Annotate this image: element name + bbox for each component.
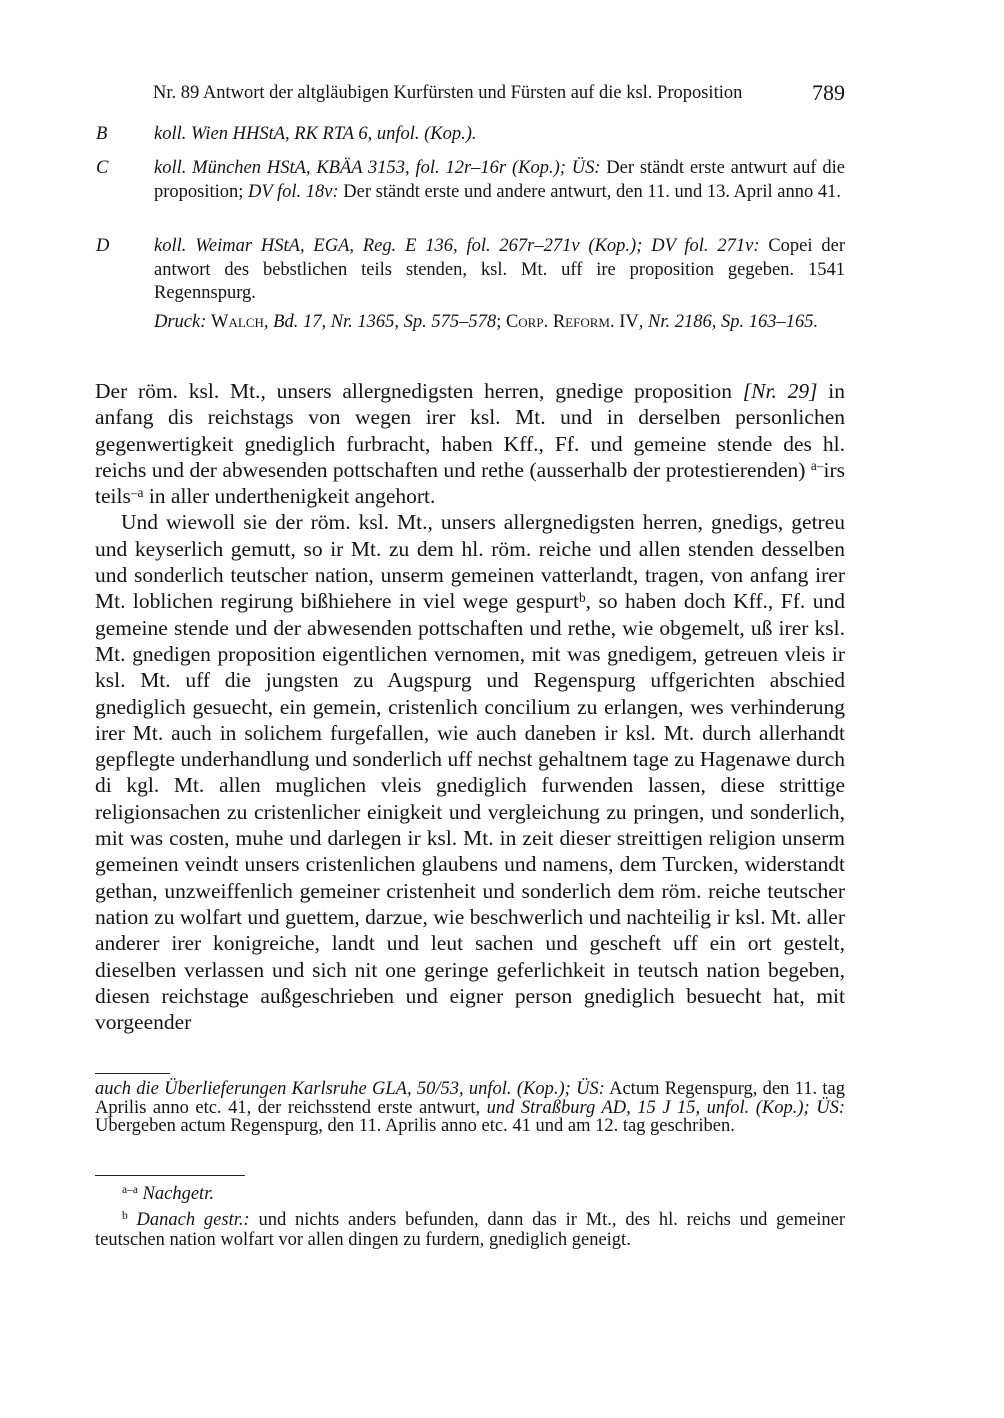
print-references: Druck: Walch, Bd. 17, Nr. 1365, Sp. 575–578; Corp. Reform. IV, Nr. 2186, Sp. 163–165. [154,312,819,332]
source-siglum: D [96,236,110,256]
footnote-a: $^{a-a}$ Nachgetr. [122,1184,214,1204]
source-siglum: C [96,158,109,178]
source-entry-b [96,123,845,147]
footnote-marker: b [122,1210,128,1223]
page-number: 789 [812,80,845,105]
footnote-marker: a– [810,458,824,474]
footnote-marker: b [578,589,586,605]
source-text: koll. München HStA, KBÄA 3153, fol. 12r–16r (Kop.); ÜS: Der ständt erste antwurt auf die proposition; DV fol. 18v: Der ständt erste und andere antwurt, den 11. und 13. April anno 41. [154,158,845,202]
source-text: koll. Weimar HStA, EGA, Reg. E 136, fol. 267r–271v (Kop.); DV fol. 271v: Copei der antwort des bebstlichen teils stenden, ksl. Mt. uff ire proposition gegeben. 1541 Regennspurg. [154,236,845,303]
footnote-b: $^b$ Danach gestr.: und nichts anders befunden, dann das ir Mt., des hl. reichs und gemeiner teutschen nation wolfart vor allen dingen zu furdern, gnediglich geneigt. [95,1210,846,1250]
running-header [153,80,845,110]
footnote-continuation: auch die Überlieferungen Karlsruhe GLA, 50/53, unfol. (Kop.); ÜS: Actum Regenspurg, den 11. tag Aprilis anno etc. 41, der reichsstend erste antwurt, und Straßburg AD, 15 J 15, unfol. (Kop.); ÜS: Ubergeben actum Regenspurg, den 11. Aprilis anno etc. 41 und am 12. tag geschriben. [95,1079,845,1136]
source-entry-d [96,235,845,306]
source-entry-c [96,157,845,204]
footnote-marker: a–a [122,1184,138,1197]
footnote-marker: –a [130,484,144,500]
source-siglum: B [96,124,108,144]
main-text [95,378,845,1035]
apparatus-divider [95,1175,245,1176]
source-text: koll. Wien HHStA, RK RTA 6, unfol. (Kop.). [154,124,477,144]
paragraph-2: Und wiewoll sie der röm. ksl. Mt., unsers allergnedigsten herren, gnedigs, getreu und keyserlich gemutt, so ir Mt. zu dem hl. röm. reiche und allen stenden desselben und sonderlich teutscher nation, unserm gemeinen vatterlandt, tragen, von anfang irer Mt. loblichen regirung bißhiehere in viel wege gespurt$^b$, so haben doch Kff., Ff. und gemeine stende und der abwesenden pottschaften und rethe, wie obgemelt, uß irer ksl. Mt. gnedigen proposition eigentlichen vernomen, mit was gnedigem, getreuen vleis ir ksl. Mt. uff die jungsten zu Augspurg und Regenspurg uffgerichten abschied gnediglich gesuecht, ein gemein, cristenlich concilium zu erlangen, wes verhinderung irer Mt. auch in solichem furgefallen, wie auch daneben ir ksl. Mt. durch allerhandt gepflegte underhandlung und sonderlich uff nechst gehaltnem tage zu Hagenawe durch di kgl. Mt. allen muglichen vleis gnediglich furwenden lassen, diese strittige religionsachen zu cristenlicher einigkeit und vergleichung zu pringen, und sonderlich, mit was costen, muhe und darlegen ir ksl. Mt. in zeit dieser streittigen religion unserm gemeinen veindt unsers cristenlichen glaubens und namens, dem Turcken, widerstandt gethan, unzweiffenlich gemeiner cristenheit und sonderlich dem röm. reiche teutscher nation zu wolfart und guettem, darzue, wie beschwerlich und nachteilig ir ksl. Mt. aller anderer irer konigreiche, landt und leut sachen und gescheft uff ein ort gestelt, dieselben verlassen und sich nit one geringe geferlichkeit in teutsch nation begeben, diesen reichstage außgeschrieben und eigner person gnediglich besuecht hat, mit vorgeender [95,510,845,1035]
running-title: Nr. 89 Antwort der altgläubigen Kurfürsten und Fürsten auf die ksl. Proposition [153,83,743,103]
footnote-divider [95,1073,170,1074]
paragraph-1: Der röm. ksl. Mt., unsers allergnedigsten herren, gnedige proposition [Nr. 29] in anfang dis reichstags von wegen irer ksl. Mt. und in derselben personlichen gegenwertigkeit gnediglich furbracht, haben Kff., Ff. und gemeine stende des hl. reichs und der abwesenden pottschaften und rethe (ausserhalb der protestierenden) $^{a-}$irs teils$^{-a}$ in aller underthenigkeit angehort. [95,379,845,509]
